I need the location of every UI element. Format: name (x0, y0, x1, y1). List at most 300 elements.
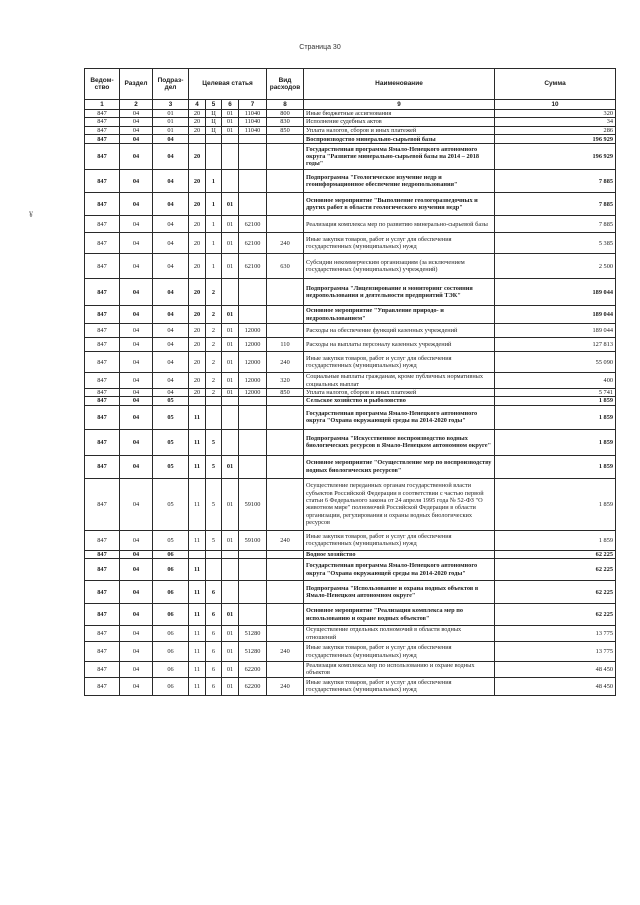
ved-cell: 847 (85, 581, 120, 604)
razdel-cell: 04 (120, 216, 153, 233)
target-code-1: 20 (189, 389, 206, 397)
ved-cell: 847 (85, 126, 120, 134)
razdel-cell: 04 (120, 233, 153, 254)
page-label: Страница 30 (299, 44, 341, 51)
target-code-4 (239, 170, 267, 193)
ved-cell: 847 (85, 338, 120, 352)
table-row (85, 193, 616, 216)
target-code-4: 12000 (239, 352, 267, 373)
target-code-1: 20 (189, 193, 206, 216)
ved-cell: 847 (85, 397, 120, 405)
table-row (85, 677, 616, 695)
razdel-cell: 04 (120, 324, 153, 338)
name-cell: Основное мероприятие "Осуществление мер по воспроизводству водных биологических ресурсов" (304, 455, 495, 478)
target-code-2 (206, 550, 222, 558)
sum-cell: 48 450 (495, 677, 616, 695)
target-code-4: 62200 (239, 677, 267, 695)
target-code-4 (239, 429, 267, 455)
name-cell: Сельское хозяйство и рыболовство (304, 397, 495, 405)
podrazdel-cell: 06 (153, 662, 189, 678)
target-code-2: 5 (206, 530, 222, 550)
target-code-4: 62200 (239, 662, 267, 678)
target-code-1: 11 (189, 604, 206, 626)
name-cell: Государственная программа Ямало-Ненецкого автономного округа "Охрана окружающей среды на 2014-2020 годы" (304, 405, 495, 429)
razdel-cell: 04 (120, 642, 153, 662)
ved-cell: 847 (85, 144, 120, 170)
target-code-3: 01 (222, 604, 239, 626)
target-code-3: 01 (222, 193, 239, 216)
target-code-3: 01 (222, 478, 239, 530)
name-cell: Осуществление переданных органам государственной власти субъектов Российской Федерации в соответствии с частью первой статьи 6 Федерального закона от 24 апреля 1995 года № 52-ФЗ "О животном мире" полномочий Российской Федерации в области организации, регулирования и охраны водных биологических ресурсов (304, 478, 495, 530)
expense-type-cell: 320 (267, 373, 304, 389)
ved-cell: 847 (85, 110, 120, 118)
target-code-2 (206, 144, 222, 170)
col-number: 2 (120, 100, 153, 110)
target-code-2: 2 (206, 338, 222, 352)
expense-type-cell: 240 (267, 233, 304, 254)
table-row (85, 389, 616, 397)
podrazdel-cell: 04 (153, 193, 189, 216)
target-code-4 (239, 550, 267, 558)
header-ved: Ведом-ство (85, 69, 120, 100)
sum-cell: 34 (495, 118, 616, 126)
name-cell: Основное мероприятие "Выполнение геологоразведочных и других работ в области геологического изучения недр" (304, 193, 495, 216)
target-code-3: 01 (222, 216, 239, 233)
header-razdel: Раздел (120, 69, 153, 100)
table-row (85, 254, 616, 279)
target-code-4: 62100 (239, 254, 267, 279)
expense-type-cell (267, 135, 304, 144)
expense-type-cell: 110 (267, 338, 304, 352)
sum-cell: 286 (495, 126, 616, 134)
ved-cell: 847 (85, 677, 120, 695)
sum-cell: 2 500 (495, 254, 616, 279)
target-code-4 (239, 144, 267, 170)
name-cell: Основное мероприятие "Реализация комплекса мер по использованию и охране водных объектов" (304, 604, 495, 626)
ved-cell: 847 (85, 193, 120, 216)
target-code-4 (239, 135, 267, 144)
target-code-3: 01 (222, 373, 239, 389)
expense-type-cell: 830 (267, 118, 304, 126)
table-row (85, 170, 616, 193)
expense-type-cell (267, 216, 304, 233)
name-cell: Подпрограмма "Лицензирование и мониторинг состояния недропользования и деятельности предприятий ТЭК" (304, 279, 495, 306)
razdel-cell: 04 (120, 604, 153, 626)
table-row (85, 135, 616, 144)
target-code-3: 01 (222, 530, 239, 550)
sum-cell: 127 813 (495, 338, 616, 352)
sum-cell: 7 885 (495, 193, 616, 216)
ved-cell: 847 (85, 626, 120, 642)
podrazdel-cell: 05 (153, 478, 189, 530)
razdel-cell: 04 (120, 352, 153, 373)
podrazdel-cell: 04 (153, 144, 189, 170)
table-header (85, 69, 616, 110)
expense-type-cell (267, 324, 304, 338)
name-cell: Уплата налогов, сборов и иных платежей (304, 389, 495, 397)
razdel-cell: 04 (120, 581, 153, 604)
expense-type-cell: 850 (267, 389, 304, 397)
target-code-4: 12000 (239, 373, 267, 389)
sum-cell: 62 225 (495, 550, 616, 558)
target-code-2 (206, 135, 222, 144)
target-code-4: 11040 (239, 126, 267, 134)
expense-type-cell (267, 429, 304, 455)
podrazdel-cell: 01 (153, 126, 189, 134)
target-code-2: 6 (206, 626, 222, 642)
sum-cell: 189 044 (495, 324, 616, 338)
target-code-2: 1 (206, 216, 222, 233)
razdel-cell: 04 (120, 662, 153, 678)
target-code-3: 01 (222, 110, 239, 118)
name-cell: Государственная программа Ямало-Ненецкого автономного округа "Охрана окружающей среды на 2014-2020 годы" (304, 559, 495, 581)
podrazdel-cell: 06 (153, 581, 189, 604)
target-code-1: 20 (189, 110, 206, 118)
name-cell: Реализация комплекса мер по развитию минерально-сырьевой базы (304, 216, 495, 233)
table-row (85, 581, 616, 604)
name-cell: Субсидии некоммерческим организациям (за исключением государственных (муниципальных) учреждений) (304, 254, 495, 279)
target-code-2: 5 (206, 429, 222, 455)
name-cell: Уплата налогов, сборов и иных платежей (304, 126, 495, 134)
target-code-3: 01 (222, 126, 239, 134)
name-cell: Иные закупки товаров, работ и услуг для обеспечения государственных (муниципальных) нужд (304, 677, 495, 695)
razdel-cell: 04 (120, 397, 153, 405)
razdel-cell: 04 (120, 405, 153, 429)
table-row (85, 233, 616, 254)
target-code-1: 20 (189, 118, 206, 126)
razdel-cell: 04 (120, 193, 153, 216)
table-row (85, 144, 616, 170)
ved-cell: 847 (85, 389, 120, 397)
name-cell: Государственная программа Ямало-Ненецкого автономного округа "Развитие минерально-сырьевой базы на 2014 – 2018 годы" (304, 144, 495, 170)
podrazdel-cell: 04 (153, 279, 189, 306)
ved-cell: 847 (85, 550, 120, 558)
sum-cell: 1 859 (495, 397, 616, 405)
sum-cell: 13 775 (495, 626, 616, 642)
sum-cell: 13 775 (495, 642, 616, 662)
name-cell: Иные закупки товаров, работ и услуг для обеспечения государственных (муниципальных) нужд (304, 352, 495, 373)
target-code-1: 11 (189, 455, 206, 478)
header-sum: Сумма (495, 69, 616, 100)
target-code-2: 2 (206, 324, 222, 338)
name-cell: Иные закупки товаров, работ и услуг для обеспечения государственных (муниципальных) нужд (304, 642, 495, 662)
razdel-cell: 04 (120, 373, 153, 389)
table-row (85, 126, 616, 134)
expense-type-cell (267, 144, 304, 170)
podrazdel-cell: 04 (153, 170, 189, 193)
table-row (85, 642, 616, 662)
header-podrazdel: Подраз-дел (153, 69, 189, 100)
target-code-2: 5 (206, 478, 222, 530)
podrazdel-cell: 04 (153, 389, 189, 397)
razdel-cell: 04 (120, 110, 153, 118)
target-code-2: 6 (206, 604, 222, 626)
target-code-4: 12000 (239, 389, 267, 397)
table-row (85, 550, 616, 558)
header-vid: Вид расходов (267, 69, 304, 100)
razdel-cell: 04 (120, 626, 153, 642)
razdel-cell: 04 (120, 126, 153, 134)
sum-cell: 7 885 (495, 170, 616, 193)
podrazdel-cell: 06 (153, 559, 189, 581)
target-code-4: 11040 (239, 118, 267, 126)
expense-type-cell (267, 397, 304, 405)
target-code-2: Ц (206, 110, 222, 118)
expense-type-cell: 850 (267, 126, 304, 134)
target-code-3: 01 (222, 306, 239, 324)
podrazdel-cell: 04 (153, 135, 189, 144)
target-code-3: 01 (222, 233, 239, 254)
razdel-cell: 04 (120, 144, 153, 170)
ved-cell: 847 (85, 216, 120, 233)
target-code-1: 20 (189, 324, 206, 338)
target-code-4: 62100 (239, 216, 267, 233)
name-cell: Воспроизводство минерально-сырьевой базы (304, 135, 495, 144)
table-row (85, 279, 616, 306)
expense-type-cell: 800 (267, 110, 304, 118)
razdel-cell: 04 (120, 306, 153, 324)
razdel-cell: 04 (120, 550, 153, 558)
target-code-4: 51280 (239, 642, 267, 662)
table-row (85, 455, 616, 478)
sum-cell: 400 (495, 373, 616, 389)
col-number: 7 (239, 100, 267, 110)
sum-cell: 7 885 (495, 216, 616, 233)
target-code-1: 20 (189, 233, 206, 254)
razdel-cell: 04 (120, 478, 153, 530)
target-code-2 (206, 559, 222, 581)
ved-cell: 847 (85, 324, 120, 338)
podrazdel-cell: 05 (153, 429, 189, 455)
target-code-4: 11040 (239, 110, 267, 118)
table-row (85, 405, 616, 429)
column-numbers-row (85, 100, 616, 110)
target-code-1: 20 (189, 216, 206, 233)
target-code-3: 01 (222, 118, 239, 126)
table-row (85, 352, 616, 373)
target-code-4 (239, 581, 267, 604)
target-code-1: 11 (189, 662, 206, 678)
razdel-cell: 04 (120, 429, 153, 455)
target-code-4 (239, 397, 267, 405)
razdel-cell: 04 (120, 254, 153, 279)
podrazdel-cell: 04 (153, 324, 189, 338)
razdel-cell: 04 (120, 338, 153, 352)
expense-type-cell (267, 626, 304, 642)
name-cell: Основное мероприятие "Управление природо- и недропользованием" (304, 306, 495, 324)
table-body (85, 110, 616, 696)
target-code-2: 1 (206, 170, 222, 193)
table-row (85, 397, 616, 405)
sum-cell: 1 859 (495, 455, 616, 478)
podrazdel-cell: 04 (153, 338, 189, 352)
table-row (85, 338, 616, 352)
target-code-1: 11 (189, 626, 206, 642)
target-code-1: 20 (189, 170, 206, 193)
budget-table (84, 68, 616, 696)
podrazdel-cell: 04 (153, 233, 189, 254)
expense-type-cell (267, 455, 304, 478)
target-code-3 (222, 279, 239, 306)
table-row (85, 373, 616, 389)
ved-cell: 847 (85, 604, 120, 626)
name-cell: Подпрограмма "Искусственное воспроизводство водных биологических ресурсов в Ямало-Ненецком автономном округе" (304, 429, 495, 455)
podrazdel-cell: 04 (153, 373, 189, 389)
target-code-2: 2 (206, 352, 222, 373)
table-row (85, 478, 616, 530)
ved-cell: 847 (85, 170, 120, 193)
sum-cell: 5 741 (495, 389, 616, 397)
expense-type-cell (267, 478, 304, 530)
sum-cell: 62 225 (495, 581, 616, 604)
expense-type-cell: 240 (267, 642, 304, 662)
sum-cell: 196 929 (495, 144, 616, 170)
podrazdel-cell: 05 (153, 455, 189, 478)
target-code-2 (206, 405, 222, 429)
table-row (85, 662, 616, 678)
target-code-1: 20 (189, 254, 206, 279)
target-code-4: 51280 (239, 626, 267, 642)
target-code-3: 01 (222, 662, 239, 678)
table-row (85, 216, 616, 233)
target-code-3: 01 (222, 626, 239, 642)
target-code-4: 62100 (239, 233, 267, 254)
expense-type-cell (267, 193, 304, 216)
target-code-4 (239, 405, 267, 429)
sum-cell: 62 225 (495, 559, 616, 581)
target-code-4: 12000 (239, 338, 267, 352)
sum-cell: 48 450 (495, 662, 616, 678)
name-cell: Осуществление отдельных полномочий в области водных отношений (304, 626, 495, 642)
podrazdel-cell: 05 (153, 530, 189, 550)
target-code-1 (189, 135, 206, 144)
sum-cell: 196 929 (495, 135, 616, 144)
sum-cell: 320 (495, 110, 616, 118)
sum-cell: 1 859 (495, 429, 616, 455)
target-code-3: 01 (222, 642, 239, 662)
target-code-2: 2 (206, 279, 222, 306)
target-code-1: 20 (189, 279, 206, 306)
table-row (85, 530, 616, 550)
target-code-1 (189, 397, 206, 405)
target-code-3: 01 (222, 254, 239, 279)
sum-cell: 5 385 (495, 233, 616, 254)
podrazdel-cell: 01 (153, 110, 189, 118)
razdel-cell: 04 (120, 677, 153, 695)
expense-type-cell (267, 559, 304, 581)
sum-cell: 55 090 (495, 352, 616, 373)
podrazdel-cell: 06 (153, 550, 189, 558)
target-code-2: 1 (206, 233, 222, 254)
table-row (85, 559, 616, 581)
target-code-3 (222, 397, 239, 405)
col-number: 1 (85, 100, 120, 110)
podrazdel-cell: 01 (153, 118, 189, 126)
ved-cell: 847 (85, 662, 120, 678)
target-code-4: 59100 (239, 530, 267, 550)
target-code-4 (239, 306, 267, 324)
table-row (85, 110, 616, 118)
ved-cell: 847 (85, 530, 120, 550)
col-number: 5 (206, 100, 222, 110)
target-code-4 (239, 455, 267, 478)
target-code-2: 6 (206, 662, 222, 678)
target-code-4 (239, 604, 267, 626)
podrazdel-cell: 06 (153, 626, 189, 642)
target-code-1: 20 (189, 144, 206, 170)
ved-cell: 847 (85, 306, 120, 324)
expense-type-cell (267, 604, 304, 626)
expense-type-cell: 240 (267, 530, 304, 550)
col-number: 9 (304, 100, 495, 110)
target-code-3: 01 (222, 352, 239, 373)
expense-type-cell (267, 662, 304, 678)
target-code-1 (189, 550, 206, 558)
podrazdel-cell: 04 (153, 306, 189, 324)
ved-cell: 847 (85, 405, 120, 429)
col-number: 3 (153, 100, 189, 110)
sum-cell: 1 859 (495, 405, 616, 429)
name-cell: Расходы на выплаты персоналу казенных учреждений (304, 338, 495, 352)
target-code-4 (239, 559, 267, 581)
expense-type-cell (267, 279, 304, 306)
target-code-4 (239, 193, 267, 216)
target-code-3 (222, 170, 239, 193)
expense-type-cell: 240 (267, 352, 304, 373)
name-cell: Исполнение судебных актов (304, 118, 495, 126)
target-code-3 (222, 135, 239, 144)
name-cell: Социальные выплаты гражданам, кроме публичных нормативных социальных выплат (304, 373, 495, 389)
col-number: 6 (222, 100, 239, 110)
table-row (85, 324, 616, 338)
name-cell: Подпрограмма "Использование и охрана водных объектов в Ямало-Ненецком автономном округе" (304, 581, 495, 604)
podrazdel-cell: 04 (153, 216, 189, 233)
target-code-1: 11 (189, 429, 206, 455)
razdel-cell: 04 (120, 389, 153, 397)
target-code-4: 12000 (239, 324, 267, 338)
target-code-2: 2 (206, 389, 222, 397)
target-code-2: 2 (206, 306, 222, 324)
target-code-3 (222, 429, 239, 455)
target-code-2: 6 (206, 581, 222, 604)
col-number: 10 (495, 100, 616, 110)
ved-cell: 847 (85, 559, 120, 581)
target-code-1: 20 (189, 306, 206, 324)
expense-type-cell (267, 405, 304, 429)
expense-type-cell (267, 550, 304, 558)
razdel-cell: 04 (120, 118, 153, 126)
sum-cell: 1 859 (495, 530, 616, 550)
target-code-1: 20 (189, 373, 206, 389)
target-code-2: 5 (206, 455, 222, 478)
header-name: Наименование (304, 69, 495, 100)
target-code-1: 20 (189, 352, 206, 373)
table-row (85, 118, 616, 126)
podrazdel-cell: 05 (153, 405, 189, 429)
target-code-3: 01 (222, 338, 239, 352)
target-code-2: 6 (206, 642, 222, 662)
table-row (85, 626, 616, 642)
name-cell: Реализация комплекса мер по использованию и охране водных объектов (304, 662, 495, 678)
target-code-3: 01 (222, 389, 239, 397)
target-code-2: 1 (206, 254, 222, 279)
expense-type-cell: 240 (267, 677, 304, 695)
target-code-3: 01 (222, 324, 239, 338)
podrazdel-cell: 04 (153, 352, 189, 373)
podrazdel-cell: 04 (153, 254, 189, 279)
sum-cell: 62 225 (495, 604, 616, 626)
table-row (85, 306, 616, 324)
